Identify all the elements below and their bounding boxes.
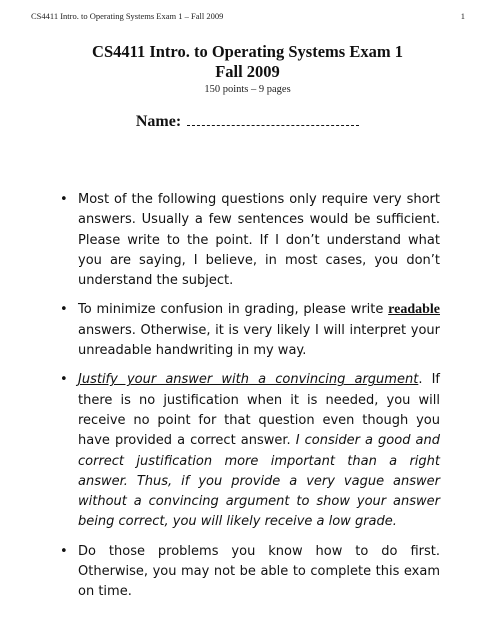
name-row [0,113,495,131]
exam-term: Fall 2009 [215,62,280,81]
running-header [31,11,465,21]
instruction-text: answers. Otherwise, it is very likely I will interpret your unreadable handwriting in my way. [78,322,440,359]
exam-title: CS4411 Intro. to Operating Systems Exam 1 [92,42,403,61]
name-label: Name: [135,113,182,130]
name-blank-line[interactable] [187,113,359,126]
bullet-icon: • [60,543,68,559]
instruction-text: Do those problems you know how to do first. Otherwise, you may not be able to complete this exam on time. [78,543,440,600]
exam-points: 150 points – 9 pages [204,84,291,95]
bullet-icon: • [60,302,68,318]
instruction-item-2 [60,300,440,361]
title-block [0,42,495,95]
justify-emphasis: Justify your answer with a convincing argument [78,372,419,388]
instruction-text: To minimize confusion in grading, please write [78,302,389,318]
instruction-text: Most of the following questions only require very short answers. Usually a few sentences would be sufficient. Please write to the point. If I don’t understand what you are saying, I believe, in most cases, you don’t understand the subject. [78,192,440,289]
bullet-icon: • [60,372,68,388]
instructions-list [60,190,440,612]
bullet-icon: • [60,192,68,207]
instruction-text: . If there is no justification when it is needed, you will receive no point for that question even though you have provided a correct answer. [78,372,440,449]
instruction-item-1 [60,190,440,291]
instruction-italic-text: I consider a good and correct justification more important than a right answer. Thus, if you provide a very vague answer without a convincing argument to show your answer being correct, you will likely receive a low grade. [78,433,440,530]
readable-emphasis: readable [388,302,440,318]
page-number: 1 [460,11,465,21]
instruction-item-4 [60,542,440,603]
running-title: CS4411 Intro. to Operating Systems Exam 1 – Fall 2009 [31,11,224,21]
instruction-item-3 [60,370,440,532]
